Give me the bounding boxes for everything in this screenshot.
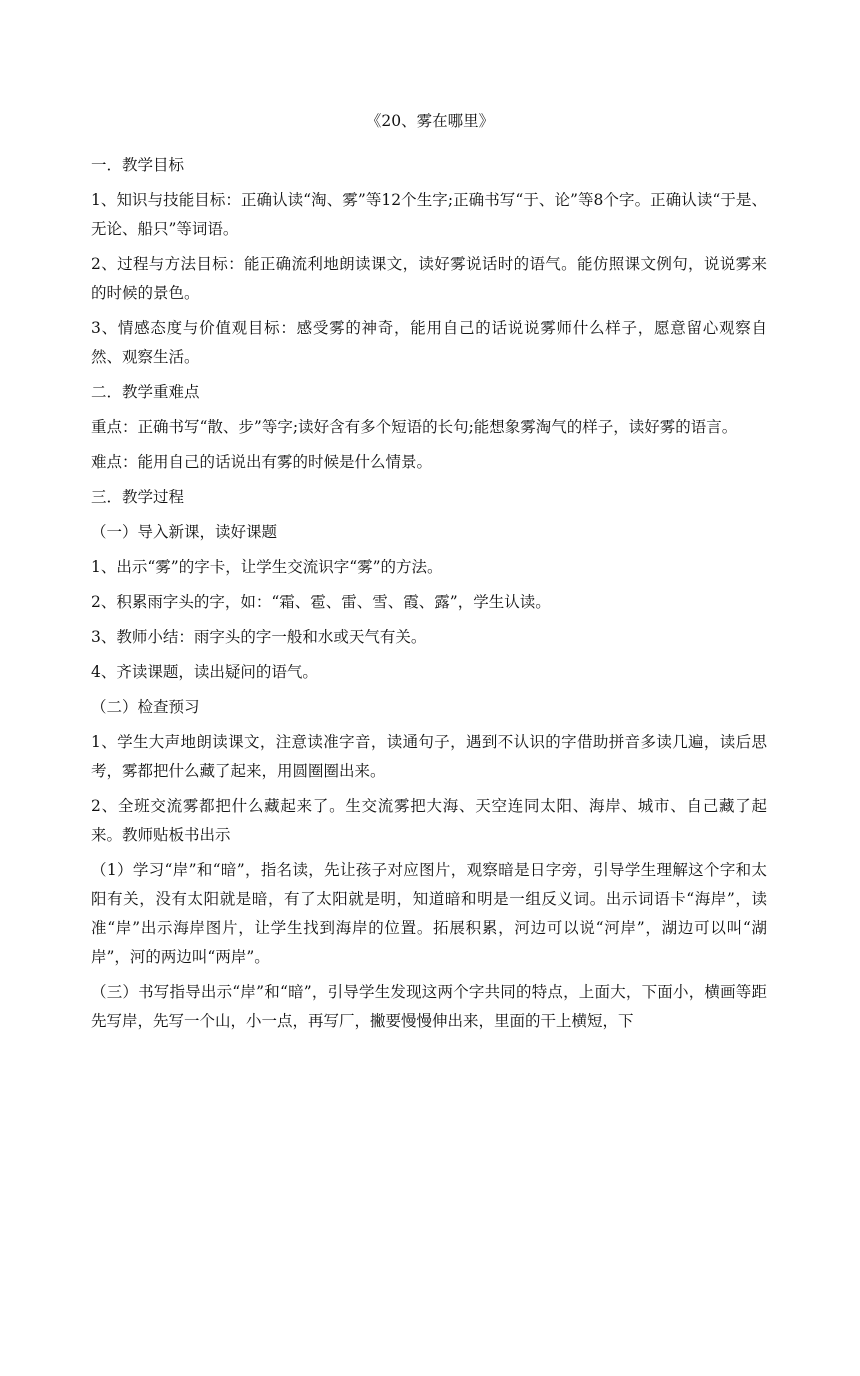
paragraph: 2、过程与方法目标：能正确流利地朗读课文，读好雾说话时的语气。能仿照课文例句，说说雾来的时候的景色。 xyxy=(91,255,767,302)
section-heading-key-points: 二．教学重难点 xyxy=(91,383,200,401)
paragraph: 2、全班交流雾都把什么藏起来了。生交流雾把大海、天空连同太阳、海岸、城市、自己藏了起来。教师贴板书出示 xyxy=(91,797,767,844)
document-body xyxy=(91,148,767,1039)
section-heading-process: 三．教学过程 xyxy=(91,488,185,506)
paragraph: 难点：能用自己的话说出有雾的时候是什么情景。 xyxy=(91,453,433,471)
paragraph: 1、出示“雾”的字卡，让学生交流识字“雾”的方法。 xyxy=(91,558,443,576)
paragraph: 4、齐读课题，读出疑问的语气。 xyxy=(91,663,318,681)
paragraph: 重点：正确书写“散、步”等字;读好含有多个短语的长句;能想象雾淘气的样子，读好雾的语言。 xyxy=(91,418,738,436)
document-title: 《20、雾在哪里》 xyxy=(365,112,495,130)
paragraph: （1）学习“岸”和“暗”，指名读，先让孩子对应图片，观察暗是日字旁，引导学生理解这个字和太阳有关，没有太阳就是暗，有了太阳就是明，知道暗和明是一组反义词。出示词语卡“海岸”，读准“岸”出示海岸图片，让学生找到海岸的位置。拓展积累，河边可以说“河岸”，湖边可以叫“湖岸”，河的两边叫“两岸”。 xyxy=(91,861,767,966)
subheading: （二）检查预习 xyxy=(91,698,200,716)
paragraph: 2、积累雨字头的字，如：“霜、雹、雷、雪、霞、露”，学生认读。 xyxy=(91,593,551,611)
paragraph: （三）书写指导出示“岸”和“暗”，引导学生发现这两个字共同的特点，上面大，下面小，横画等距先写岸，先写一个山，小一点，再写厂，撇要慢慢伸出来，里面的干上横短，下 xyxy=(91,983,767,1030)
paragraph: 3、教师小结：雨字头的字一般和水或天气有关。 xyxy=(91,628,427,646)
subheading: （一）导入新课，读好课题 xyxy=(91,523,278,541)
paragraph: 1、学生大声地朗读课文，注意读准字音，读通句子，遇到不认识的字借助拼音多读几遍，读后思考，雾都把什么藏了起来，用圆圈圈出来。 xyxy=(91,733,767,780)
paragraph: 3、情感态度与价值观目标：感受雾的神奇，能用自己的话说说雾师什么样子，愿意留心观察自然、观察生活。 xyxy=(91,319,767,366)
paragraph: 1、知识与技能目标：正确认读“淘、雾”等12个生字;正确书写“于、论”等8个字。正确认读“于是、无论、船只”等词语。 xyxy=(91,191,767,238)
section-heading-objectives: 一．教学目标 xyxy=(91,156,185,174)
